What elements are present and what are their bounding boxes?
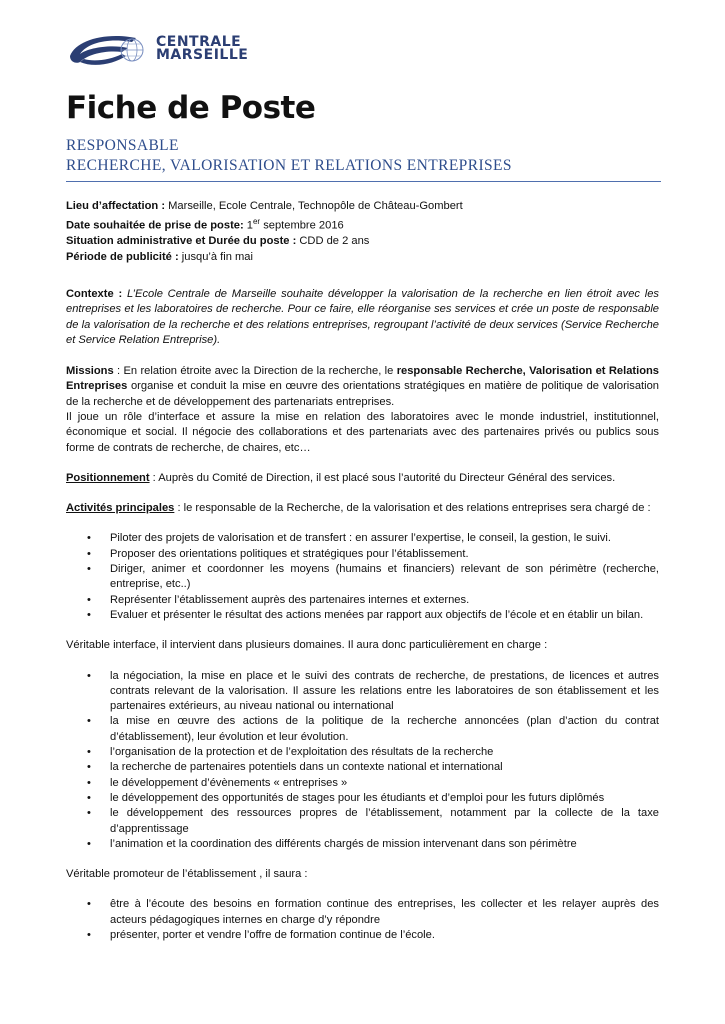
positionnement-paragraph: [66, 471, 659, 486]
page-subtitle: [66, 136, 512, 175]
list-item: • présenter, porter et vendre l’offre de formation continue de l’école.: [66, 928, 659, 943]
interface-intro: Véritable interface, il intervient dans plusieurs domaines. Il aura donc particulièrement en charge :: [66, 639, 548, 652]
positionnement-text: : Auprès du Comité de Direction, il est placé sous l’autorité du Directeur Général des services.: [149, 471, 616, 484]
title-divider: [66, 181, 661, 182]
contexte-text: L’Ecole Centrale de Marseille souhaite développer la valorisation de la recherche en lien étroit avec les entreprises et les laboratoires de recherche. Pour ce faire, elle réorganise ses services et crée un poste de responsable de la valorisation de la recherche et des relations entreprises, regroupant l’activité de deux services (Service Recherche et Service Relation Entreprise).: [66, 287, 660, 346]
positionnement-label: Positionnement: [66, 471, 150, 484]
info-lieu: [66, 199, 659, 214]
list-item: • Représenter l’établissement auprès des partenaires internes et externes.: [66, 593, 659, 608]
list-item: • Proposer des orientations politiques et stratégiques pour l’établissement.: [66, 547, 659, 562]
list-item: • la négociation, la mise en place et le suivi des contrats de recherche, de prestations, de licences et autres contrats relevant de la valorisation. Il assure les relations entre les laboratoires de son établissement et les partenaires extérieurs, au niveau national ou international: [66, 669, 659, 715]
info-lieu-value: Marseille, Ecole Centrale, Technopôle de Château-Gombert: [165, 200, 463, 212]
promoteur-intro: Véritable promoteur de l’établissement , il saura :: [66, 868, 308, 881]
logo-emblem-icon: [66, 28, 156, 76]
logo-line-1: CENTRALE: [156, 34, 242, 50]
list-item: • la mise en œuvre des actions de la politique de la recherche annoncées (plan d’action du contrat d’établissement), leur évolution et leur évolution.: [66, 714, 659, 745]
list-item: • l’animation et la coordination des différents chargés de mission intervenant dans son périmètre: [66, 837, 659, 852]
info-date-label: Date souhaitée de prise de poste:: [66, 220, 244, 233]
missions-paragraph: [66, 364, 659, 410]
missions-paragraph-2: Il joue un rôle d’interface et assure la mise en relation des laboratoires avec le monde industriel, institutionnel, économique et social. Il négocie des collaborations et des partenariats avec des partenaires privés ou publics sous forme de contrats de recherche, de chaires, etc…: [66, 410, 659, 454]
info-periode-label: Période de publicité :: [66, 250, 179, 263]
logo-line-2: MARSEILLE: [156, 47, 249, 63]
contexte-label: Contexte :: [66, 287, 123, 300]
activites-list: [66, 531, 659, 623]
missions-label: Missions: [66, 365, 114, 378]
subtitle-line-1: RESPONSABLE: [66, 137, 179, 154]
promoteur-list: [66, 897, 659, 943]
info-situation-label: Situation administrative et Durée du poste :: [66, 235, 297, 248]
activites-paragraph: [66, 501, 659, 516]
info-date: [66, 214, 659, 234]
missions-text-2: organise et conduit la mise en œuvre des orientations stratégiques en matière de politique de valorisation de la recherche et de développement des partenariats entreprises.: [66, 380, 659, 408]
missions-text-1: : En relation étroite avec la Direction de la recherche, le: [113, 365, 397, 378]
contexte-paragraph: [66, 287, 659, 348]
activites-text: : le responsable de la Recherche, de la valorisation et des relations entreprises sera chargé de :: [174, 502, 651, 515]
activites-label: Activités principales: [66, 502, 175, 515]
list-item: • Diriger, animer et coordonner les moyens (humains et financiers) relevant de son périmètre (recherche, entreprise, etc..): [66, 562, 659, 593]
list-item: • Piloter des projets de valorisation et de transfert : en assurer l’expertise, le conseil, la gestion, le suivi.: [66, 531, 659, 546]
centrale-marseille-logo: [66, 28, 256, 76]
list-item: • le développement d’évènements « entreprises »: [66, 776, 659, 791]
info-periode: [66, 250, 659, 265]
list-item: • le développement des opportunités de stages pour les étudiants et d’emploi pour les futurs diplômés: [66, 791, 659, 806]
list-item: • Evaluer et présenter le résultat des actions menées par rapport aux objectifs de l’école et en établir un bilan.: [66, 608, 659, 623]
list-item: • être à l’écoute des besoins en formation continue des entreprises, les collecter et les relayer auprès des acteurs pédagogiques internes en charge d’y répondre: [66, 897, 659, 928]
info-date-sup: er: [252, 217, 261, 227]
info-lieu-label: Lieu d’affectation :: [66, 200, 166, 212]
info-situation: [66, 234, 659, 249]
missions-bold: responsable Recherche, Valorisation et Relations Entreprises: [66, 365, 659, 393]
page-title: Fiche de Poste: [66, 90, 316, 126]
list-item: • l’organisation de la protection et de l’exploitation des résultats de la recherche: [66, 745, 659, 760]
info-date-rest: septembre 2016: [260, 220, 344, 233]
document-body: [66, 199, 659, 943]
list-item: • la recherche de partenaires potentiels dans un contexte national et international: [66, 760, 659, 775]
info-situation-value: CDD de 2 ans: [296, 235, 370, 248]
interface-list: [66, 669, 659, 853]
list-item: • le développement des ressources propres de l’établissement, notamment par la collecte de la taxe d’apprentissage: [66, 806, 659, 837]
info-periode-value: jusqu’à fin mai: [178, 250, 253, 263]
subtitle-line-2: RECHERCHE, VALORISATION ET RELATIONS ENTREPRISES: [66, 156, 512, 174]
info-date-day: 1: [243, 220, 253, 233]
